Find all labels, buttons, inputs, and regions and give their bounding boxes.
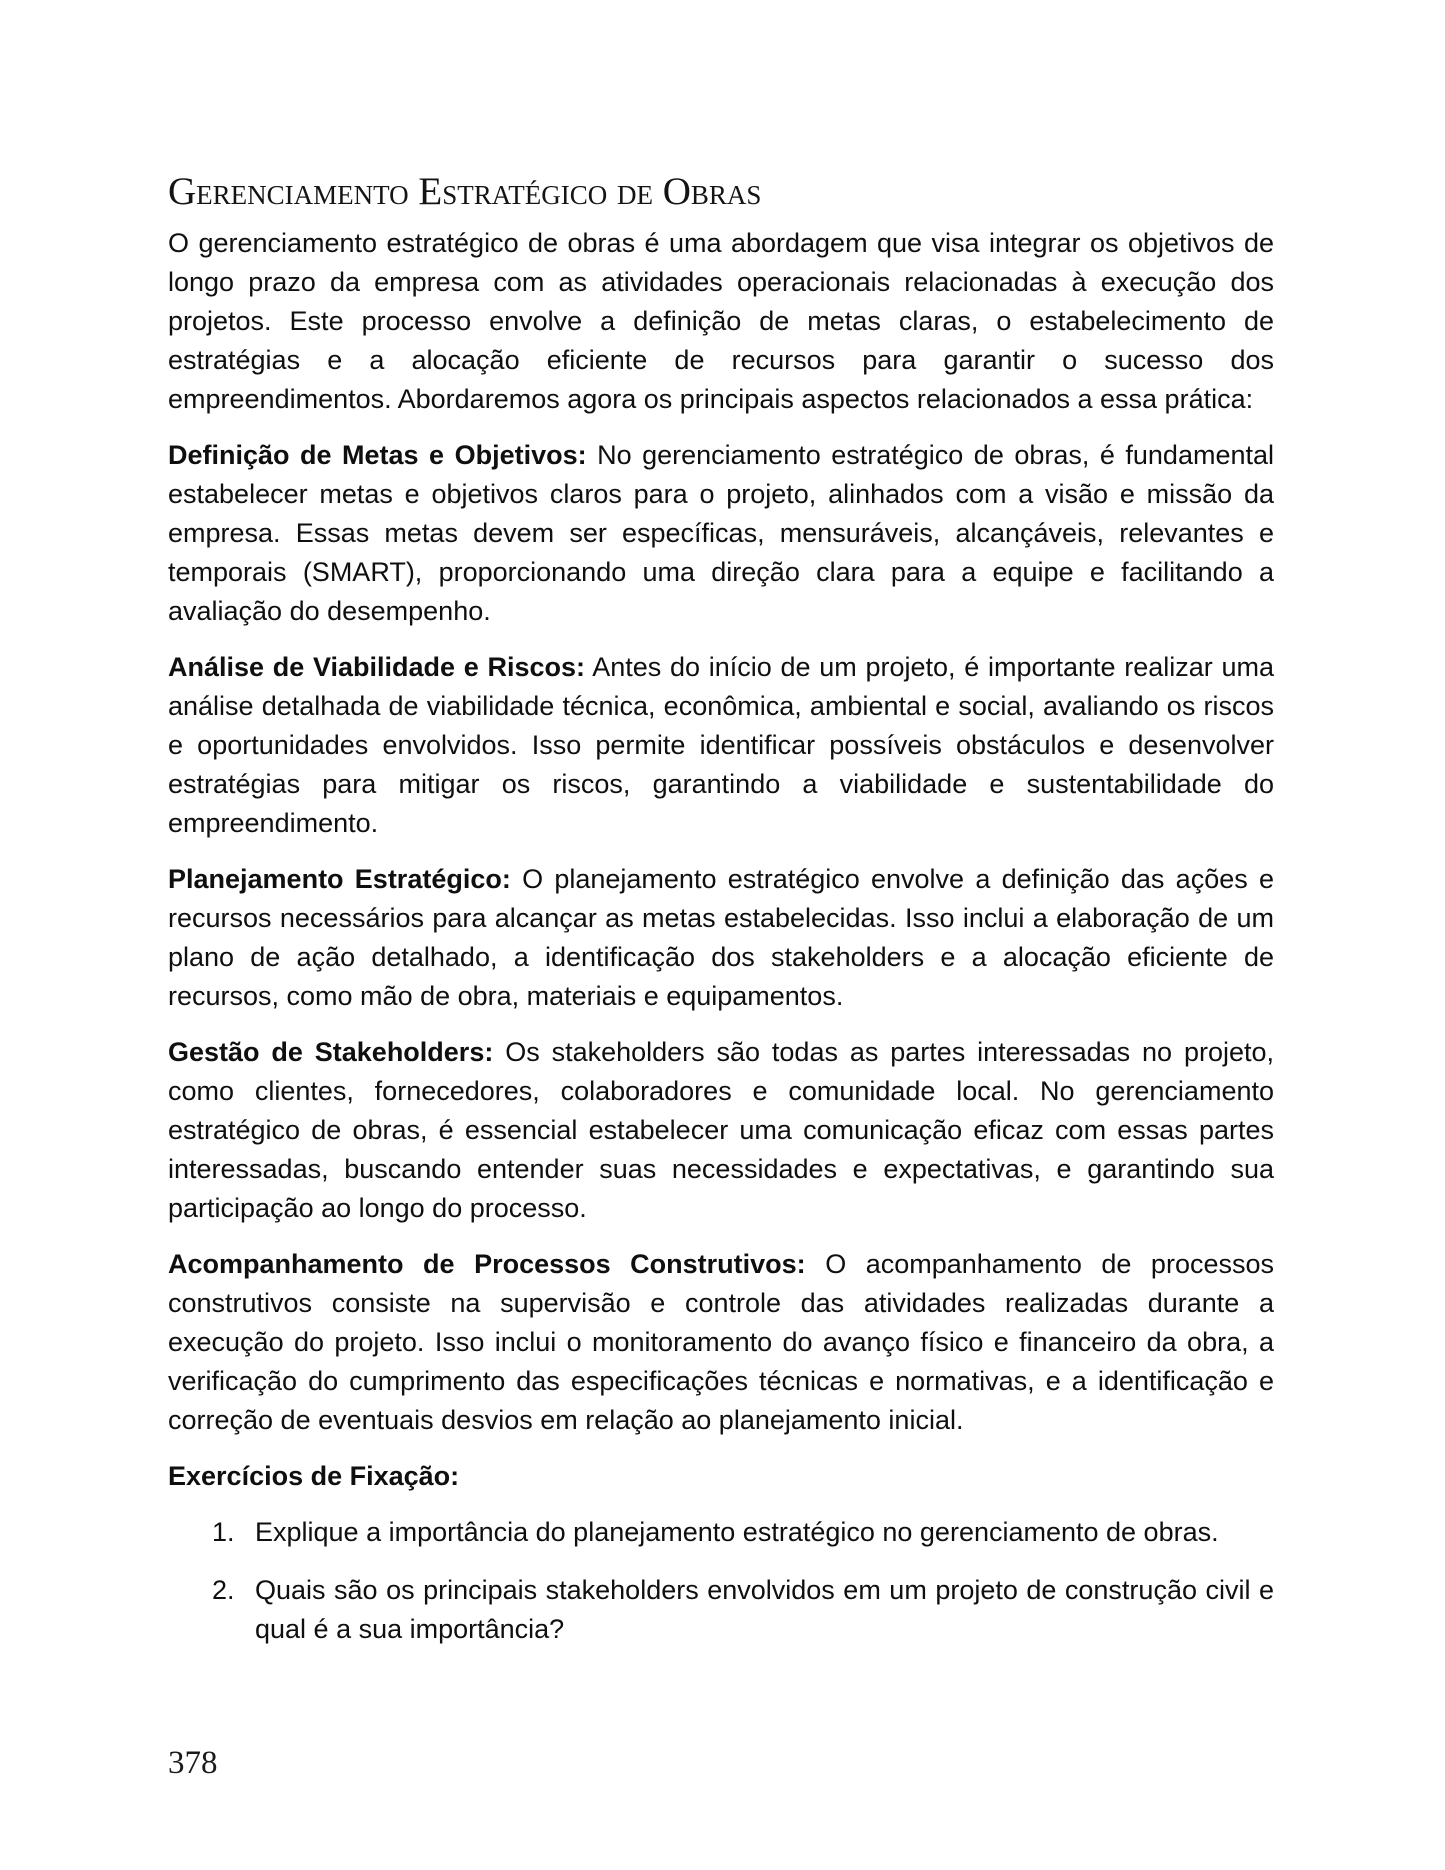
exercise-item-2: [168, 1571, 1274, 1649]
paragraph-intro-text: O gerenciamento estratégico de obras é uma abordagem que visa integrar os objetivos de longo prazo da empresa com as atividades operacionais relacionadas à execução dos projetos. Este processo envolve a definição de metas claras, o estabelecimento de estratégias e a alocação eficiente de recursos para garantir o sucesso dos empreendimentos. Abordaremos agora os principais aspectos relacionados a essa prática:: [168, 228, 1274, 414]
exercise-item-1: [168, 1513, 1274, 1552]
paragraph-gestao-stakeholders: [168, 1033, 1274, 1228]
paragraph-definicao-metas-lead: Definição de Metas e Objetivos:: [168, 440, 587, 470]
exercise-item-2-text: Quais são os principais stakeholders envolvidos em um projeto de construção civil e qual é a sua importância?: [255, 1575, 1274, 1644]
exercise-item-1-text: Explique a importância do planejamento estratégico no gerenciamento de obras.: [255, 1517, 1219, 1547]
paragraph-planejamento-estrategico-lead: Planejamento Estratégico:: [168, 864, 511, 894]
paragraph-planejamento-estrategico-text: O planejamento estratégico envolve a definição das ações e recursos necessários para alcançar as metas estabelecidas. Isso inclui a elaboração de um plano de ação detalhado, a identificação dos stakeholders e a alocação eficiente de recursos, como mão de obra, materiais e equipamentos.: [168, 864, 1274, 1011]
exercise-item-2-number: 2.: [212, 1575, 235, 1605]
paragraph-intro: [168, 224, 1274, 419]
page-title: Gerenciamento Estratégico de Obras: [168, 170, 762, 213]
paragraph-planejamento-estrategico: [168, 860, 1274, 1016]
paragraph-acompanhamento-processos: [168, 1245, 1274, 1440]
exercise-item-1-number: 1.: [212, 1517, 235, 1547]
exercises-heading: Exercícios de Fixação:: [168, 1461, 460, 1491]
text-column: [168, 170, 1274, 1668]
paragraph-analise-viabilidade: [168, 648, 1274, 843]
paragraph-definicao-metas: [168, 436, 1274, 631]
paragraph-definicao-metas-text: No gerenciamento estratégico de obras, é fundamental estabelecer metas e objetivos claros para o projeto, alinhados com a visão e missão da empresa. Essas metas devem ser específicas, mensuráveis, alcançáveis, relevantes e temporais (SMART), proporcionando uma direção clara para a equipe e facilitando a avaliação do desempenho.: [168, 440, 1274, 626]
page-number: 378: [168, 1745, 218, 1781]
paragraph-analise-viabilidade-text: Antes do início de um projeto, é importante realizar uma análise detalhada de viabilidade técnica, econômica, ambiental e social, avaliando os riscos e oportunidades envolvidos. Isso permite identificar possíveis obstáculos e desenvolver estratégias para mitigar os riscos, garantindo a viabilidade e sustentabilidade do empreendimento.: [168, 652, 1274, 838]
paragraph-gestao-stakeholders-text: Os stakeholders são todas as partes interessadas no projeto, como clientes, fornecedores, colaboradores e comunidade local. No gerenciamento estratégico de obras, é essencial estabelecer uma comunicação eficaz com essas partes interessadas, buscando entender suas necessidades e expectativas, e garantindo sua participação ao longo do processo.: [168, 1037, 1274, 1223]
paragraph-acompanhamento-processos-lead: Acompanhamento de Processos Construtivos:: [168, 1249, 806, 1279]
paragraph-acompanhamento-processos-text: O acompanhamento de processos construtivos consiste na supervisão e controle das atividades realizadas durante a execução do projeto. Isso inclui o monitoramento do avanço físico e financeiro da obra, a verificação do cumprimento das especificações técnicas e normativas, e a identificação e correção de eventuais desvios em relação ao planejamento inicial.: [168, 1249, 1274, 1435]
paragraph-analise-viabilidade-lead: Análise de Viabilidade e Riscos:: [168, 652, 586, 682]
paragraph-gestao-stakeholders-lead: Gestão de Stakeholders:: [168, 1037, 494, 1067]
